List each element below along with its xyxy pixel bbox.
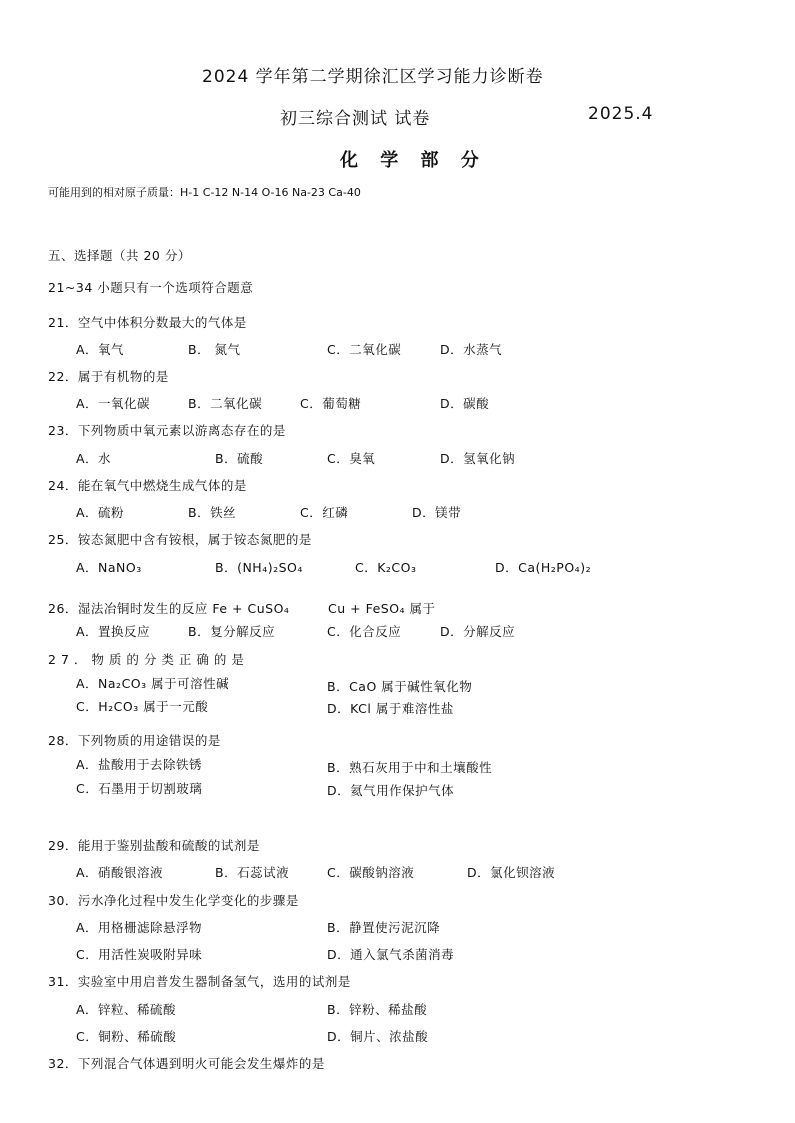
question-29-option-c: C．碳酸钠溶液 bbox=[327, 865, 415, 880]
question-22-option-d: D．碳酸 bbox=[440, 396, 490, 411]
question-21-option-a: A．氧气 bbox=[76, 342, 125, 357]
question-26-option-c: C．化合反应 bbox=[327, 624, 402, 639]
question-21-option-b: B． 氮气 bbox=[188, 342, 241, 357]
question-31-option-b: B．锌粉、稀盐酸 bbox=[327, 1002, 428, 1017]
question-31-option-a: A．锌粒、稀硫酸 bbox=[76, 1002, 177, 1017]
question-23-stem: 23．下列物质中氧元素以游离态存在的是 bbox=[48, 423, 286, 438]
question-31-option-d: D．铜片、浓盐酸 bbox=[327, 1029, 429, 1044]
question-28-option-a: A．盐酸用于去除铁锈 bbox=[76, 757, 203, 772]
question-29-stem: 29．能用于鉴别盐酸和硫酸的试剂是 bbox=[48, 838, 260, 853]
exam-date: 2025.4 bbox=[588, 104, 654, 124]
question-28-option-d: D．氦气用作保护气体 bbox=[327, 783, 455, 798]
question-21-option-c: C．二氧化碳 bbox=[327, 342, 402, 357]
question-22-option-a: A．一氧化碳 bbox=[76, 396, 151, 411]
question-25-option-b: B．(NH₄)₂SO₄ bbox=[215, 560, 303, 575]
question-26-stem-left: 26．湿法冶铜时发生的反应 Fe + CuSO₄ bbox=[48, 601, 290, 616]
question-27-stem: 27．物质的分类正确的是 bbox=[48, 652, 249, 667]
question-30-option-b: B．静置使污泥沉降 bbox=[327, 920, 441, 935]
question-24-option-b: B．铁丝 bbox=[188, 505, 237, 520]
part-title: 化 学 部 分 bbox=[340, 150, 487, 171]
question-24-option-c: C．红磷 bbox=[300, 505, 349, 520]
question-31-option-c: C．铜粉、稀硫酸 bbox=[76, 1029, 177, 1044]
exam-subtitle: 初三综合测试 试卷 bbox=[280, 109, 431, 129]
question-29-option-a: A．硝酸银溶液 bbox=[76, 865, 164, 880]
question-23-option-c: C．臭氧 bbox=[327, 451, 376, 466]
question-32-stem: 32．下列混合气体遇到明火可能会发生爆炸的是 bbox=[48, 1056, 325, 1071]
question-30-option-a: A．用格栅滤除悬浮物 bbox=[76, 920, 203, 935]
question-24-stem: 24．能在氧气中燃烧生成气体的是 bbox=[48, 478, 247, 493]
question-30-option-c: C．用活性炭吸附异味 bbox=[76, 947, 203, 962]
exam-title: 2024 学年第二学期徐汇区学习能力诊断卷 bbox=[202, 67, 544, 87]
question-28-option-c: C．石墨用于切割玻璃 bbox=[76, 781, 203, 796]
question-31-stem: 31．实验室中用启普发生器制备氢气，选用的试剂是 bbox=[48, 974, 351, 989]
question-27-option-d: D．KCl 属于难溶性盐 bbox=[327, 701, 454, 716]
atomic-mass-line: 可能用到的相对原子质量：H-1 C-12 N-14 O-16 Na-23 Ca-40 bbox=[48, 186, 361, 199]
question-23-option-d: D．氢氧化钠 bbox=[440, 451, 516, 466]
question-21-stem: 21．空气中体积分数最大的气体是 bbox=[48, 315, 247, 330]
question-26-option-a: A．置换反应 bbox=[76, 624, 151, 639]
question-26-option-b: B．复分解反应 bbox=[188, 624, 276, 639]
question-25-stem: 25．铵态氮肥中含有铵根，属于铵态氮肥的是 bbox=[48, 532, 312, 547]
section-instruction: 21~34 小题只有一个选项符合题意 bbox=[48, 280, 254, 295]
question-23-option-a: A．水 bbox=[76, 451, 112, 466]
question-26-stem-right: Cu + FeSO₄ 属于 bbox=[328, 601, 436, 616]
question-25-option-a: A．NaNO₃ bbox=[76, 560, 142, 575]
question-26-option-d: D．分解反应 bbox=[440, 624, 516, 639]
question-28-option-b: B．熟石灰用于中和土壤酸性 bbox=[327, 760, 493, 775]
question-27-option-c: C．H₂CO₃ 属于一元酸 bbox=[76, 699, 209, 714]
question-30-stem: 30．污水净化过程中发生化学变化的步骤是 bbox=[48, 893, 299, 908]
question-23-option-b: B．硫酸 bbox=[215, 451, 264, 466]
question-22-option-b: B．二氧化碳 bbox=[188, 396, 263, 411]
section-title: 五、选择题（共 20 分） bbox=[48, 248, 191, 263]
question-24-option-d: D．镁带 bbox=[412, 505, 462, 520]
question-28-stem: 28．下列物质的用途错误的是 bbox=[48, 733, 221, 748]
question-27-option-b: B．CaO 属于碱性氧化物 bbox=[327, 679, 473, 694]
question-24-option-a: A．硫粉 bbox=[76, 505, 125, 520]
question-22-stem: 22．属于有机物的是 bbox=[48, 369, 169, 384]
question-21-option-d: D．水蒸气 bbox=[440, 342, 503, 357]
question-29-option-d: D．氯化钡溶液 bbox=[467, 865, 556, 880]
question-22-option-c: C．葡萄糖 bbox=[300, 396, 362, 411]
question-25-option-d: D．Ca(H₂PO₄)₂ bbox=[495, 560, 592, 575]
question-30-option-d: D．通入氯气杀菌消毒 bbox=[327, 947, 455, 962]
question-29-option-b: B．石蕊试液 bbox=[215, 865, 290, 880]
question-27-option-a: A．Na₂CO₃ 属于可溶性碱 bbox=[76, 676, 230, 691]
question-25-option-c: C．K₂CO₃ bbox=[355, 560, 417, 575]
